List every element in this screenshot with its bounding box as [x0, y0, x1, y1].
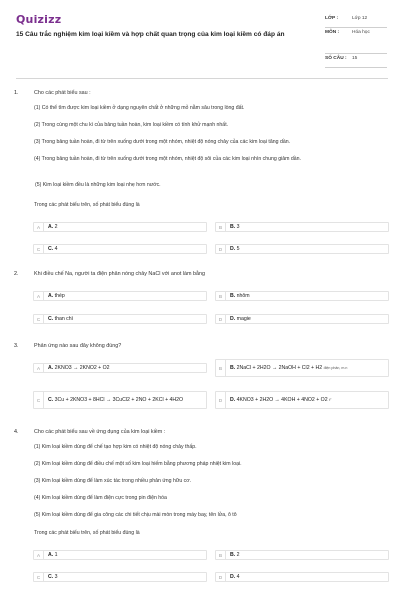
question-number: 2.	[14, 271, 19, 277]
option-letter: D	[216, 572, 226, 582]
option-d[interactable]	[215, 391, 389, 409]
question-2	[14, 271, 390, 331]
question-number: 4.	[14, 429, 19, 435]
option-label: A.	[48, 293, 54, 299]
option-text: nhôm	[236, 293, 250, 299]
option-text: 2NaCl + 2H2O → 2NaOH + Cl2 + H2	[236, 365, 323, 371]
option-a[interactable]	[33, 222, 207, 232]
question-text: Cho các phát biểu sau :	[34, 90, 91, 96]
option-a[interactable]	[33, 550, 207, 560]
question-text: Khi điều chế Na, người ta điện phân nóng chảy NaCl với anot làm bằng	[34, 271, 206, 277]
option-letter: B	[216, 222, 226, 232]
option-letter: B	[216, 550, 226, 560]
statement: (5) Kim loại kiềm dùng để gia công các chi tiết chịu mài mòn trong máy bay, tên lửa, ô tô	[34, 512, 237, 518]
header-divider	[16, 78, 388, 79]
option-label: B.	[230, 365, 236, 371]
option-c[interactable]	[33, 572, 207, 582]
option-text: 2	[54, 224, 58, 230]
option-letter: D	[216, 391, 226, 409]
option-label: B.	[230, 293, 236, 299]
option-text: 5	[236, 246, 240, 252]
option-label: C.	[48, 246, 54, 252]
meta-row-subject	[325, 28, 387, 54]
option-d[interactable]	[215, 314, 389, 324]
meta-value: Lớp 12	[352, 16, 368, 21]
worksheet-title: 15 Câu trắc nghiệm kim loại kiềm và hợp chất quan trọng của kim loại kiềm có đáp án	[16, 31, 285, 38]
option-letter: C	[34, 244, 44, 254]
option-letter: A	[34, 222, 44, 232]
option-label: A.	[48, 365, 54, 371]
option-letter: C	[34, 314, 44, 324]
question-number: 1.	[14, 90, 19, 96]
meta-value: 15	[352, 56, 358, 61]
question-prompt: Trong các phát biểu trên, số phát biểu đúng là	[34, 530, 140, 536]
meta-value: Hóa học	[352, 30, 370, 35]
option-text: 4KNO3 + 2H2O → 4KOH + 4NO2 + O2	[236, 397, 328, 403]
worksheet-meta	[325, 14, 387, 68]
option-label: D.	[230, 397, 236, 403]
option-text: 4	[236, 574, 240, 580]
option-label: C.	[48, 574, 54, 580]
option-text: than chì	[54, 316, 74, 322]
reaction-condition: t°	[329, 398, 332, 402]
option-letter: B	[216, 359, 226, 377]
option-a[interactable]	[33, 291, 207, 301]
question-text: Phản ứng nào sau đây không đúng?	[34, 343, 122, 349]
question-3	[14, 343, 390, 418]
option-label: C.	[48, 397, 54, 403]
question-prompt: Trong các phát biểu trên, số phát biểu đúng là	[34, 202, 140, 208]
meta-row-grade	[325, 14, 387, 28]
option-text: 2	[236, 552, 240, 558]
option-text: 3	[236, 224, 240, 230]
option-label: A.	[48, 552, 54, 558]
option-label: D.	[230, 316, 236, 322]
option-label: B.	[230, 552, 236, 558]
option-c[interactable]	[33, 391, 207, 409]
option-letter: A	[34, 550, 44, 560]
question-text: Cho các phát biểu sau về ứng dụng của kim loại kiềm :	[34, 429, 166, 435]
option-letter: D	[216, 244, 226, 254]
quizizz-logo[interactable]: Quizizz	[16, 13, 62, 26]
option-b[interactable]	[215, 550, 389, 560]
option-c[interactable]	[33, 314, 207, 324]
option-b[interactable]	[215, 359, 389, 377]
statement: (4) Trong bảng tuần hoàn, đi từ trên xuống dưới trong một nhóm, nhiệt độ sôi của các kim loại nhìn chung giảm dần.	[34, 156, 301, 162]
option-text: 3	[54, 574, 58, 580]
option-text: 4	[54, 246, 58, 252]
option-letter: C	[34, 572, 44, 582]
option-text: magie	[236, 316, 251, 322]
question-1	[14, 90, 390, 260]
reaction-condition: điện phân, m.n	[323, 366, 348, 370]
option-c[interactable]	[33, 244, 207, 254]
statement: (5) Kim loại kiềm đều là những kim loại nhẹ hơn nước.	[35, 182, 161, 188]
option-label: B.	[230, 224, 236, 230]
option-label: D.	[230, 574, 236, 580]
option-label: A.	[48, 224, 54, 230]
option-letter: C	[34, 391, 44, 409]
meta-key: MÔN :	[325, 30, 340, 35]
statement: (1) Có thể tìm được kim loại kiềm ở dạng nguyên chất ở những mỏ nằm sâu trong lòng đất.	[34, 105, 245, 111]
option-text: thép	[54, 293, 65, 299]
statement: (4) Kim loại kiềm dùng để làm điện cực trong pin điện hóa	[34, 495, 167, 501]
question-number: 3.	[14, 343, 19, 349]
option-d[interactable]	[215, 572, 389, 582]
option-b[interactable]	[215, 291, 389, 301]
meta-key: LỚP :	[325, 16, 339, 21]
meta-key: SỐ CÂU :	[325, 56, 347, 61]
option-letter: D	[216, 314, 226, 324]
statement: (2) Kim loại kiềm dùng để điều chế một số kim loại hiếm bằng phương pháp nhiệt kim loại.	[34, 461, 242, 467]
question-4	[14, 429, 390, 594]
option-a[interactable]	[33, 363, 207, 373]
statement: (3) Kim loại kiềm dùng để làm xúc tác trong nhiều phản ứng hữu cơ.	[34, 478, 192, 484]
option-d[interactable]	[215, 244, 389, 254]
option-label: D.	[230, 246, 236, 252]
option-text: 2KNO3 → 2KNO2 + O2	[54, 365, 110, 371]
option-text: 3Cu + 2KNO3 + 8HCl → 3CuCl2 + 2NO + 2KCl + 4H2O	[54, 397, 184, 403]
option-letter: A	[34, 291, 44, 301]
option-text: 1	[54, 552, 58, 558]
option-label: C.	[48, 316, 54, 322]
statement: (1) Kim loại kiềm dùng để chế tạo hợp kim có nhiệt độ nóng chảy thấp.	[34, 444, 197, 450]
meta-row-count	[325, 54, 387, 68]
option-letter: B	[216, 291, 226, 301]
option-b[interactable]	[215, 222, 389, 232]
statement: (3) Trong bảng tuần hoàn, đi từ trên xuống dưới trong một nhóm, nhiệt độ nóng chảy của các kim loại tăng dần.	[34, 139, 291, 145]
statement: (2) Trong cùng một chu kì của bảng tuần hoàn, kim loại kiềm có tính khử mạnh nhất.	[34, 122, 229, 128]
option-letter: A	[34, 363, 44, 373]
